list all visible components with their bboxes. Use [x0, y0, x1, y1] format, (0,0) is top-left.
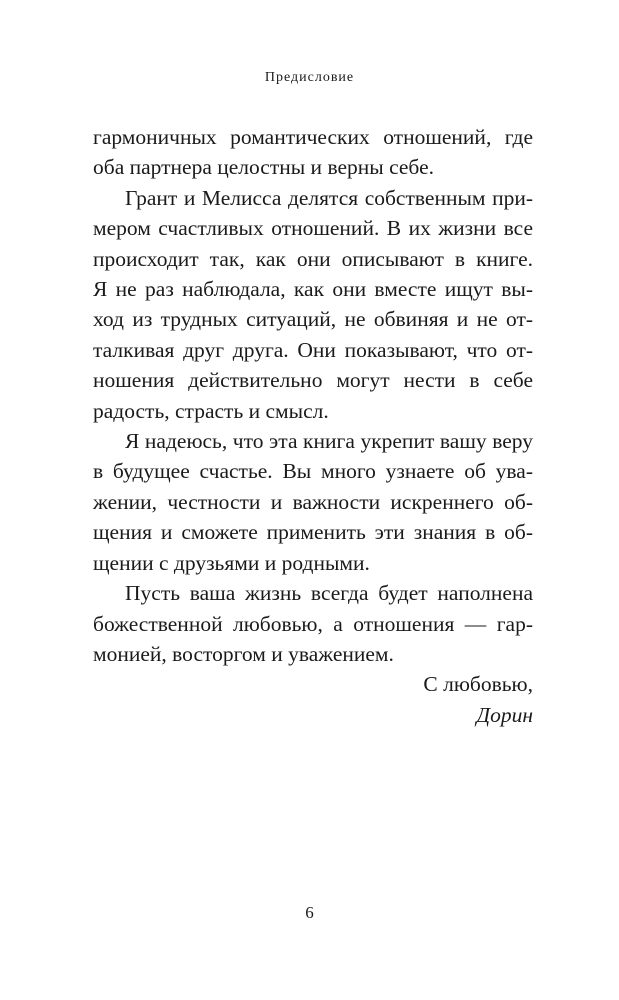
page-number: 6 — [305, 903, 314, 922]
text-line: мером счастливых отношений. В их жизни все — [93, 216, 533, 241]
text-line: талкивая друг друга. Они показывают, что от- — [93, 337, 533, 362]
text-line: щении с друзьями и родными. — [93, 550, 370, 575]
body-text — [93, 122, 533, 730]
text-line: радость, страсть и смысл. — [93, 398, 329, 423]
text-line: Грант и Мелисса делятся собственным при- — [125, 185, 533, 210]
text-line: оба партнера целостны и верны себе. — [93, 155, 435, 180]
running-head: Предисловие — [264, 70, 355, 85]
text-line: божественной любовью, а отношения — гар- — [93, 611, 533, 636]
text-line: жении, честности и важности искреннего об- — [93, 489, 533, 514]
text-line: происходит так, как они описывают в книге. — [93, 246, 533, 271]
text-line: щения и сможете применить эти знания в об- — [93, 520, 533, 545]
signoff-name: Дорин — [476, 702, 533, 727]
text-line: Я надеюсь, что эта книга укрепит вашу веру — [125, 429, 533, 454]
text-line: монией, восторгом и уважением. — [93, 641, 394, 666]
text-line: гармоничных романтических отношений, где — [93, 125, 533, 149]
text-line: ношения действительно могут нести в себе — [93, 368, 533, 393]
signoff-closing: С любовью, — [423, 672, 533, 697]
paragraph — [93, 122, 533, 183]
text-line: Пусть ваша жизнь всегда будет наполнена — [125, 581, 533, 606]
text-line: ход из трудных ситуаций, не обвиняя и не от- — [93, 307, 533, 332]
text-line: в будущее счастье. Вы много узнаете об ува- — [93, 459, 533, 484]
paragraph — [93, 578, 533, 669]
text-line: Я не раз наблюдала, как они вместе ищут вы- — [93, 277, 533, 302]
signoff — [93, 669, 533, 730]
paragraph — [93, 426, 533, 578]
paragraph — [93, 183, 533, 426]
